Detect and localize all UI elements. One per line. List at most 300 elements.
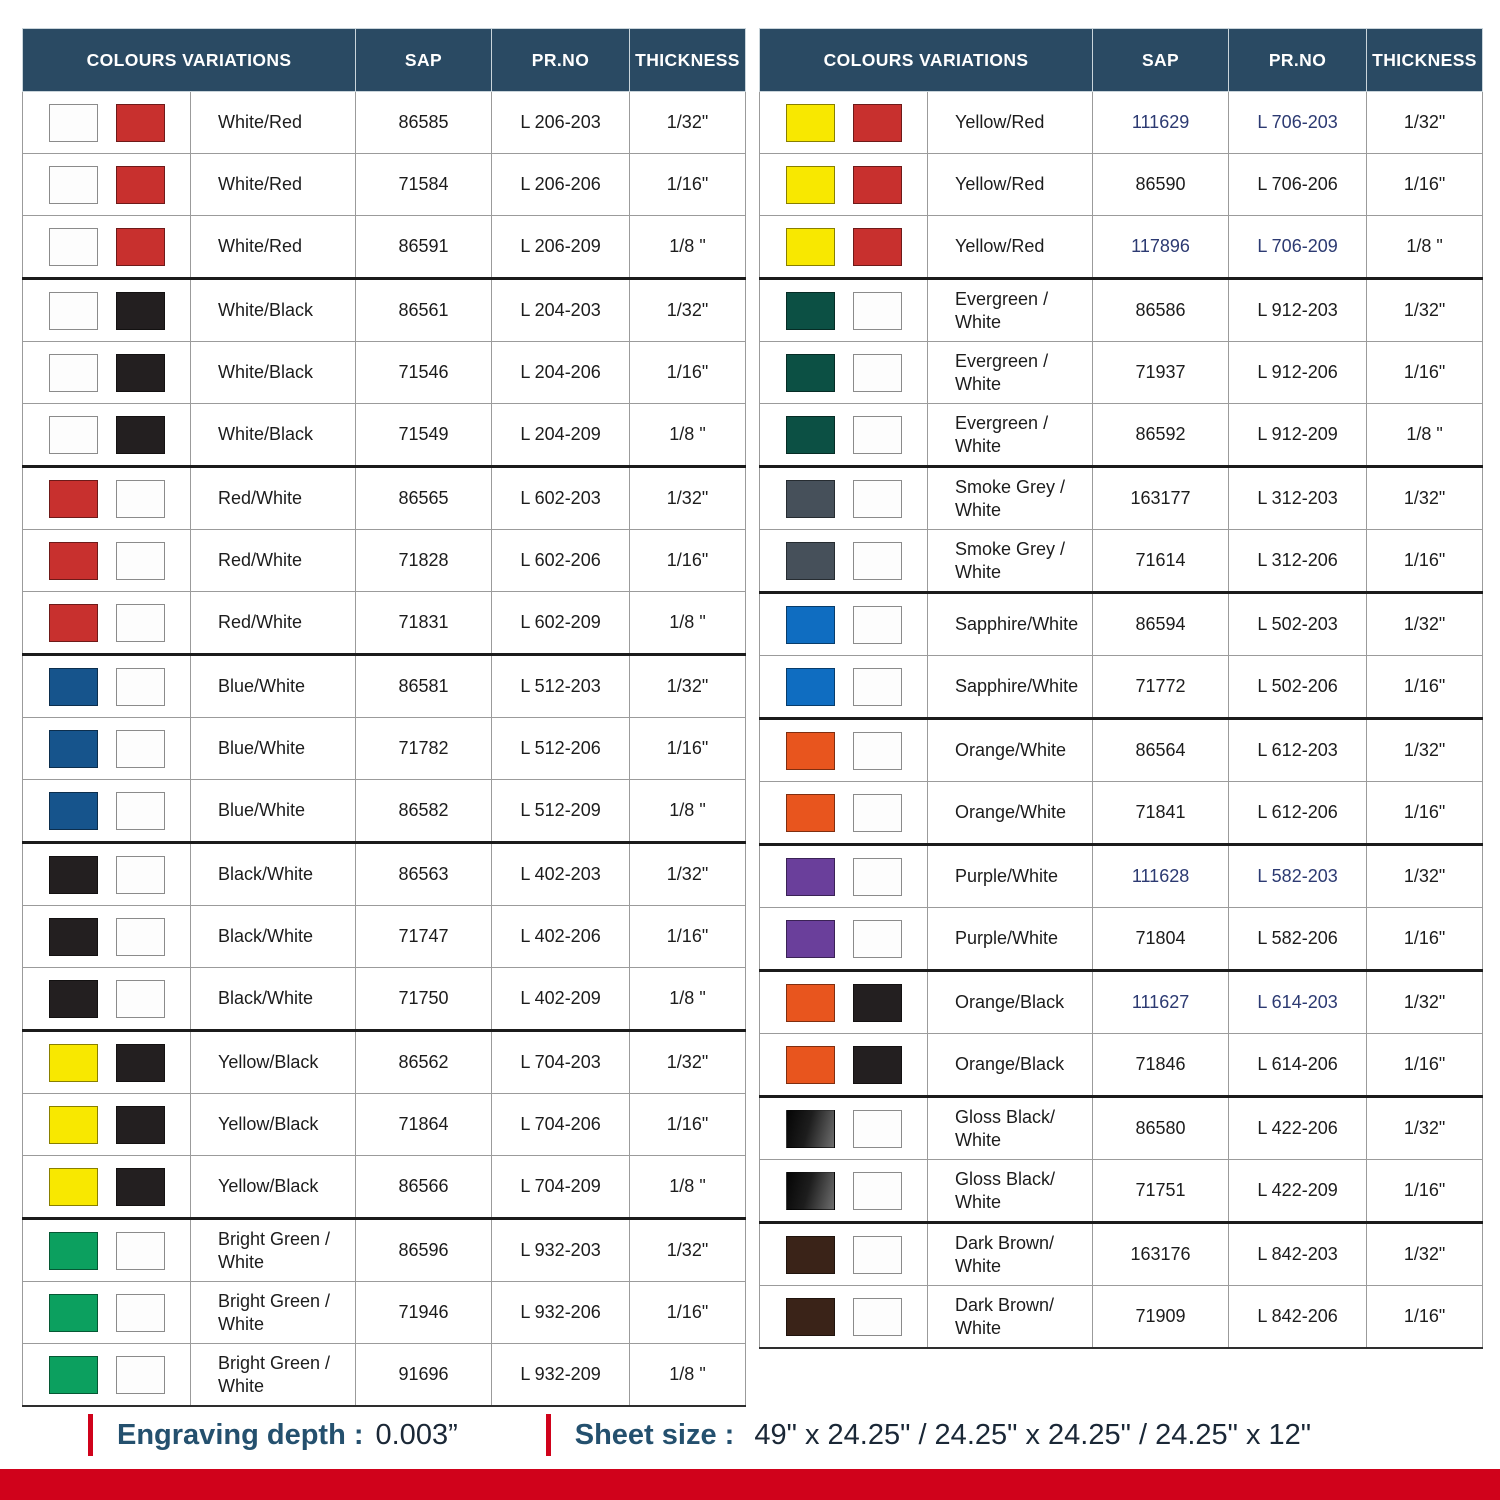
colour-swatch-secondary: [116, 730, 165, 768]
sap-number: 111629: [1093, 92, 1229, 154]
swatch-cell: [23, 780, 191, 843]
sap-number: 86565: [356, 467, 492, 530]
thickness-value: 1/32": [630, 655, 746, 718]
swatch-cell: [760, 1160, 928, 1223]
pr-number: L 704-203: [492, 1031, 630, 1094]
sap-number: 91696: [356, 1344, 492, 1407]
colour-swatch-primary: [786, 1110, 835, 1148]
swatch-cell: [23, 718, 191, 780]
swatch-cell: [23, 92, 191, 154]
colour-swatch-primary: [786, 668, 835, 706]
col-header-prno: PR.NO: [1229, 29, 1367, 92]
colour-swatch-primary: [49, 668, 98, 706]
colour-name: Evergreen / White: [928, 404, 1093, 467]
colour-name: Red/White: [191, 592, 356, 655]
thickness-value: 1/16": [1367, 154, 1483, 216]
thickness-value: 1/32": [630, 1219, 746, 1282]
col-header-colours-variations: COLOURS VARIATIONS: [23, 29, 356, 92]
sap-number: 86591: [356, 216, 492, 279]
table-row: [23, 1094, 746, 1156]
table-row: [23, 530, 746, 592]
swatch-cell: [760, 216, 928, 279]
colour-swatch-primary: [49, 228, 98, 266]
colour-swatch-secondary: [853, 1172, 902, 1210]
colour-swatch-secondary: [116, 1106, 165, 1144]
sap-number: 71804: [1093, 908, 1229, 971]
pr-number: L 706-209: [1229, 216, 1367, 279]
swatch-cell: [23, 592, 191, 655]
swatch-cell: [23, 404, 191, 467]
thickness-value: 1/16": [630, 718, 746, 780]
pr-number: L 502-206: [1229, 656, 1367, 719]
swatch-cell: [760, 845, 928, 908]
colour-swatch-primary: [49, 542, 98, 580]
colour-name: Black/White: [191, 843, 356, 906]
colour-swatch-secondary: [116, 542, 165, 580]
swatch-cell: [23, 342, 191, 404]
pr-number: L 704-209: [492, 1156, 630, 1219]
colour-swatch-secondary: [853, 1236, 902, 1274]
thickness-value: 1/32": [630, 1031, 746, 1094]
sap-number: 86594: [1093, 593, 1229, 656]
table-row: [760, 1223, 1483, 1286]
colour-swatch-primary: [786, 858, 835, 896]
thickness-value: 1/16": [1367, 530, 1483, 593]
thickness-value: 1/32": [1367, 971, 1483, 1034]
colour-name: Bright Green / White: [191, 1219, 356, 1282]
colour-swatch-secondary: [853, 104, 902, 142]
thickness-value: 1/32": [630, 843, 746, 906]
colour-name: Yellow/Black: [191, 1094, 356, 1156]
colour-name: Red/White: [191, 530, 356, 592]
colour-name: Gloss Black/ White: [928, 1160, 1093, 1223]
pr-number: L 512-203: [492, 655, 630, 718]
sheet-size-item: [546, 1414, 1311, 1456]
table-row: [23, 718, 746, 780]
pr-number: L 422-206: [1229, 1097, 1367, 1160]
thickness-value: 1/8 ": [630, 216, 746, 279]
colour-swatch-secondary: [853, 292, 902, 330]
colour-swatch-secondary: [116, 228, 165, 266]
colour-name: Orange/Black: [928, 1034, 1093, 1097]
colour-swatch-primary: [786, 732, 835, 770]
sap-number: 71772: [1093, 656, 1229, 719]
sap-number: 71750: [356, 968, 492, 1031]
table-row: [23, 1156, 746, 1219]
swatch-cell: [760, 971, 928, 1034]
red-tick-icon: [88, 1414, 93, 1456]
colour-swatch-secondary: [853, 1110, 902, 1148]
colour-swatch-secondary: [853, 354, 902, 392]
pr-number: L 204-203: [492, 279, 630, 342]
table-row: [760, 1034, 1483, 1097]
pr-number: L 912-203: [1229, 279, 1367, 342]
sap-number: 86581: [356, 655, 492, 718]
thickness-value: 1/8 ": [1367, 404, 1483, 467]
colour-swatch-secondary: [116, 416, 165, 454]
thickness-value: 1/32": [1367, 1223, 1483, 1286]
colour-swatch-secondary: [853, 794, 902, 832]
colour-swatch-secondary: [853, 166, 902, 204]
colour-name: Blue/White: [191, 780, 356, 843]
swatch-cell: [760, 342, 928, 404]
colour-swatch-secondary: [116, 1356, 165, 1394]
sap-number: 71946: [356, 1282, 492, 1344]
colour-swatch-primary: [49, 1294, 98, 1332]
colour-swatch-primary: [49, 1106, 98, 1144]
colour-swatch-secondary: [116, 856, 165, 894]
swatch-cell: [760, 1223, 928, 1286]
colour-swatch-secondary: [116, 480, 165, 518]
colour-swatch-secondary: [853, 984, 902, 1022]
table-row: [23, 906, 746, 968]
spec-table-left: [22, 28, 746, 1407]
colour-swatch-secondary: [116, 1044, 165, 1082]
colour-name: Orange/White: [928, 719, 1093, 782]
pr-number: L 706-203: [1229, 92, 1367, 154]
thickness-value: 1/32": [630, 92, 746, 154]
pr-number: L 912-206: [1229, 342, 1367, 404]
thickness-value: 1/16": [630, 1094, 746, 1156]
colour-name: Yellow/Black: [191, 1031, 356, 1094]
colour-swatch-secondary: [116, 792, 165, 830]
swatch-cell: [23, 1094, 191, 1156]
colour-swatch-secondary: [116, 1232, 165, 1270]
swatch-cell: [23, 530, 191, 592]
swatch-cell: [760, 279, 928, 342]
colour-swatch-primary: [49, 480, 98, 518]
pr-number: L 614-206: [1229, 1034, 1367, 1097]
sap-number: 163176: [1093, 1223, 1229, 1286]
colour-swatch-primary: [786, 984, 835, 1022]
colour-name: White/Red: [191, 154, 356, 216]
thickness-value: 1/16": [1367, 1286, 1483, 1349]
sap-number: 86586: [1093, 279, 1229, 342]
swatch-cell: [760, 719, 928, 782]
colour-name: Gloss Black/ White: [928, 1097, 1093, 1160]
colour-name: Yellow/Black: [191, 1156, 356, 1219]
colour-name: Dark Brown/ White: [928, 1223, 1093, 1286]
pr-number: L 206-206: [492, 154, 630, 216]
swatch-cell: [760, 467, 928, 530]
sap-number: 86585: [356, 92, 492, 154]
swatch-cell: [23, 968, 191, 1031]
swatch-cell: [760, 530, 928, 593]
colour-swatch-primary: [786, 1172, 835, 1210]
thickness-value: 1/16": [630, 530, 746, 592]
colour-swatch-primary: [786, 1298, 835, 1336]
swatch-cell: [23, 906, 191, 968]
spec-table-right: [759, 28, 1483, 1349]
table-row: [760, 530, 1483, 593]
swatch-cell: [23, 467, 191, 530]
table-row: [23, 843, 746, 906]
colour-name: White/Black: [191, 404, 356, 467]
colour-swatch-primary: [786, 354, 835, 392]
table-row: [23, 655, 746, 718]
colour-name: Blue/White: [191, 718, 356, 780]
colour-name: Black/White: [191, 906, 356, 968]
pr-number: L 206-209: [492, 216, 630, 279]
colour-swatch-primary: [49, 918, 98, 956]
sap-number: 71831: [356, 592, 492, 655]
sap-number: 86561: [356, 279, 492, 342]
colour-swatch-primary: [49, 980, 98, 1018]
colour-swatch-primary: [786, 104, 835, 142]
thickness-value: 1/16": [630, 342, 746, 404]
sap-number: 71828: [356, 530, 492, 592]
colour-swatch-primary: [786, 1236, 835, 1274]
colour-name: Dark Brown/ White: [928, 1286, 1093, 1349]
pr-number: L 842-203: [1229, 1223, 1367, 1286]
colour-swatch-primary: [49, 792, 98, 830]
colour-name: Evergreen / White: [928, 279, 1093, 342]
table-row: [23, 1344, 746, 1407]
colour-swatch-primary: [786, 480, 835, 518]
colour-swatch-secondary: [116, 104, 165, 142]
colour-name: Purple/White: [928, 845, 1093, 908]
sap-number: 111627: [1093, 971, 1229, 1034]
thickness-value: 1/8 ": [630, 1344, 746, 1407]
thickness-value: 1/8 ": [630, 968, 746, 1031]
sap-number: 86580: [1093, 1097, 1229, 1160]
swatch-cell: [760, 92, 928, 154]
thickness-value: 1/32": [1367, 92, 1483, 154]
pr-number: L 602-209: [492, 592, 630, 655]
colour-name: White/Red: [191, 216, 356, 279]
colour-name: Purple/White: [928, 908, 1093, 971]
colour-name: Yellow/Red: [928, 216, 1093, 279]
sap-number: 71841: [1093, 782, 1229, 845]
thickness-value: 1/8 ": [630, 404, 746, 467]
colour-name: Bright Green / White: [191, 1344, 356, 1407]
table-row: [23, 1282, 746, 1344]
sap-number: 117896: [1093, 216, 1229, 279]
thickness-value: 1/16": [630, 1282, 746, 1344]
sap-number: 71549: [356, 404, 492, 467]
thickness-value: 1/16": [630, 154, 746, 216]
swatch-cell: [23, 655, 191, 718]
sap-number: 71937: [1093, 342, 1229, 404]
table-row: [23, 342, 746, 404]
swatch-cell: [760, 1034, 928, 1097]
colour-swatch-primary: [49, 1232, 98, 1270]
colour-swatch-primary: [786, 416, 835, 454]
thickness-value: 1/16": [1367, 656, 1483, 719]
table-row: [23, 404, 746, 467]
colour-swatch-secondary: [853, 1298, 902, 1336]
pr-number: L 912-209: [1229, 404, 1367, 467]
thickness-value: 1/32": [1367, 279, 1483, 342]
engraving-depth-value: 0.003”: [375, 1418, 458, 1451]
pr-number: L 204-206: [492, 342, 630, 404]
thickness-value: 1/32": [1367, 1097, 1483, 1160]
thickness-value: 1/32": [1367, 467, 1483, 530]
colour-name: White/Red: [191, 92, 356, 154]
pr-number: L 706-206: [1229, 154, 1367, 216]
sap-number: 111628: [1093, 845, 1229, 908]
table-row: [760, 154, 1483, 216]
colour-swatch-primary: [786, 920, 835, 958]
colour-swatch-primary: [49, 1356, 98, 1394]
pr-number: L 582-206: [1229, 908, 1367, 971]
colour-name: Black/White: [191, 968, 356, 1031]
pr-number: L 602-203: [492, 467, 630, 530]
colour-swatch-primary: [786, 606, 835, 644]
swatch-cell: [23, 154, 191, 216]
table-row: [760, 719, 1483, 782]
table-row: [760, 279, 1483, 342]
sap-number: 71747: [356, 906, 492, 968]
col-header-sap: SAP: [1093, 29, 1229, 92]
table-row: [760, 782, 1483, 845]
table-row: [23, 279, 746, 342]
swatch-cell: [23, 1031, 191, 1094]
sap-number: 71546: [356, 342, 492, 404]
colour-name: Bright Green / White: [191, 1282, 356, 1344]
thickness-value: 1/32": [1367, 719, 1483, 782]
engraving-depth-label: Engraving depth :: [117, 1418, 364, 1451]
sap-number: 86596: [356, 1219, 492, 1282]
col-header-thickness: THICKNESS: [1367, 29, 1483, 92]
table-row: [760, 342, 1483, 404]
colour-swatch-secondary: [853, 732, 902, 770]
swatch-cell: [760, 1097, 928, 1160]
swatch-cell: [760, 656, 928, 719]
table-row: [760, 1160, 1483, 1223]
swatch-cell: [23, 1344, 191, 1407]
colour-swatch-secondary: [853, 668, 902, 706]
colour-swatch-secondary: [853, 606, 902, 644]
thickness-value: 1/16": [1367, 342, 1483, 404]
thickness-value: 1/16": [630, 906, 746, 968]
colour-swatch-secondary: [116, 354, 165, 392]
pr-number: L 614-203: [1229, 971, 1367, 1034]
colour-swatch-primary: [786, 292, 835, 330]
sap-number: 71846: [1093, 1034, 1229, 1097]
swatch-cell: [760, 154, 928, 216]
table-header-row: [760, 29, 1483, 92]
sap-number: 86566: [356, 1156, 492, 1219]
colour-swatch-primary: [49, 604, 98, 642]
thickness-value: 1/32": [1367, 845, 1483, 908]
col-header-colours-variations: COLOURS VARIATIONS: [760, 29, 1093, 92]
colour-name: Orange/Black: [928, 971, 1093, 1034]
sap-number: 86590: [1093, 154, 1229, 216]
colour-swatch-primary: [49, 292, 98, 330]
sap-number: 163177: [1093, 467, 1229, 530]
table-row: [23, 216, 746, 279]
pr-number: L 402-203: [492, 843, 630, 906]
thickness-value: 1/32": [630, 467, 746, 530]
colour-swatch-primary: [49, 856, 98, 894]
colour-swatch-primary: [49, 1168, 98, 1206]
table-row: [23, 467, 746, 530]
table-header-row: [23, 29, 746, 92]
table-row: [23, 592, 746, 655]
table-row: [23, 1031, 746, 1094]
swatch-cell: [760, 1286, 928, 1349]
colour-swatch-secondary: [853, 1046, 902, 1084]
sap-number: 86564: [1093, 719, 1229, 782]
thickness-value: 1/32": [1367, 593, 1483, 656]
swatch-cell: [760, 782, 928, 845]
table-row: [760, 1097, 1483, 1160]
sap-number: 71584: [356, 154, 492, 216]
pr-number: L 602-206: [492, 530, 630, 592]
colour-swatch-primary: [786, 1046, 835, 1084]
thickness-value: 1/8 ": [630, 1156, 746, 1219]
colour-swatch-primary: [49, 166, 98, 204]
table-row: [760, 656, 1483, 719]
swatch-cell: [23, 843, 191, 906]
table-row: [760, 92, 1483, 154]
colour-swatch-secondary: [116, 980, 165, 1018]
table-row: [23, 968, 746, 1031]
colour-name: White/Black: [191, 279, 356, 342]
thickness-value: 1/8 ": [630, 780, 746, 843]
colour-swatch-primary: [49, 104, 98, 142]
col-header-thickness: THICKNESS: [630, 29, 746, 92]
thickness-value: 1/16": [1367, 1160, 1483, 1223]
colour-swatch-primary: [49, 416, 98, 454]
colour-swatch-secondary: [116, 604, 165, 642]
pr-number: L 842-206: [1229, 1286, 1367, 1349]
colour-swatch-primary: [786, 794, 835, 832]
sap-number: 86563: [356, 843, 492, 906]
thickness-value: 1/32": [630, 279, 746, 342]
sheet-size-label: Sheet size :: [574, 1418, 735, 1451]
pr-number: L 422-209: [1229, 1160, 1367, 1223]
pr-number: L 704-206: [492, 1094, 630, 1156]
table-row: [760, 404, 1483, 467]
colour-swatch-primary: [786, 166, 835, 204]
pr-number: L 932-209: [492, 1344, 630, 1407]
sheet-size-value: 49" x 24.25" / 24.25" x 24.25" / 24.25" x 12": [746, 1418, 1312, 1451]
red-tick-icon: [546, 1414, 551, 1456]
colour-swatch-secondary: [116, 1294, 165, 1332]
swatch-cell: [23, 1282, 191, 1344]
sap-number: 71909: [1093, 1286, 1229, 1349]
colour-swatch-primary: [49, 1044, 98, 1082]
colour-name: Yellow/Red: [928, 92, 1093, 154]
colour-swatch-primary: [49, 354, 98, 392]
table-row: [760, 971, 1483, 1034]
colour-name: Smoke Grey / White: [928, 530, 1093, 593]
colour-swatch-primary: [786, 542, 835, 580]
pr-number: L 502-203: [1229, 593, 1367, 656]
colour-swatch-secondary: [116, 1168, 165, 1206]
colour-swatch-secondary: [853, 920, 902, 958]
colour-name: Smoke Grey / White: [928, 467, 1093, 530]
footer: [0, 1406, 1311, 1464]
sap-number: 86582: [356, 780, 492, 843]
col-header-sap: SAP: [356, 29, 492, 92]
sap-number: 71751: [1093, 1160, 1229, 1223]
table-row: [760, 1286, 1483, 1349]
pr-number: L 206-203: [492, 92, 630, 154]
pr-number: L 402-206: [492, 906, 630, 968]
table-row: [23, 92, 746, 154]
sap-number: 71864: [356, 1094, 492, 1156]
colour-name: Sapphire/White: [928, 656, 1093, 719]
swatch-cell: [23, 216, 191, 279]
engraving-depth-item: [88, 1414, 458, 1456]
pr-number: L 312-203: [1229, 467, 1367, 530]
colour-swatch-secondary: [116, 918, 165, 956]
pr-number: L 932-206: [492, 1282, 630, 1344]
swatch-cell: [23, 1219, 191, 1282]
